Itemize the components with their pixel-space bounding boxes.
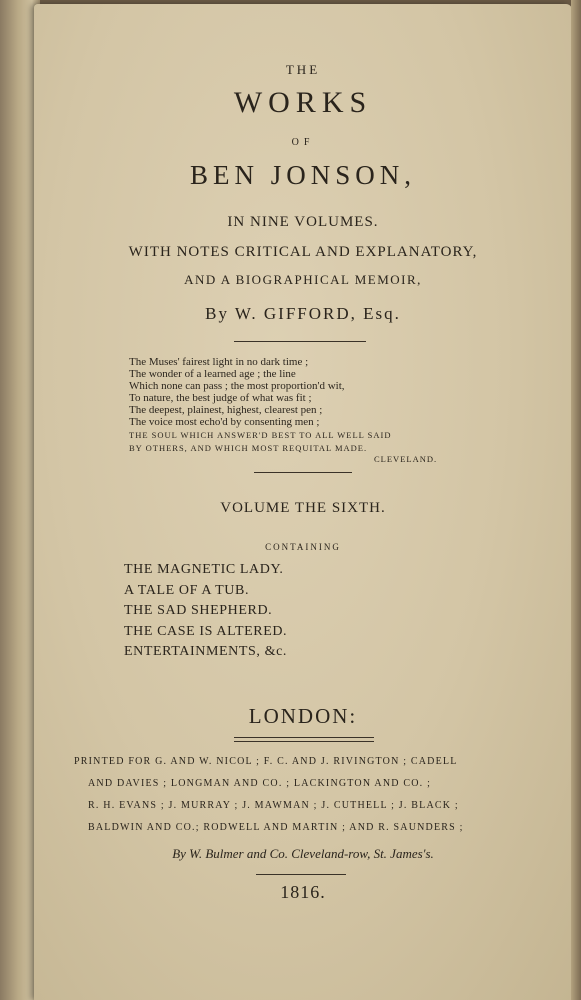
book-right-edge [571, 0, 581, 1000]
volume-title: VOLUME THE SIXTH. [220, 500, 386, 516]
containing-label: CONTAINING [265, 542, 341, 552]
epigraph-line: THE SOUL WHICH ANSWER'D BEST TO ALL WELL SAID [129, 430, 392, 440]
volumes-line: IN NINE VOLUMES. [227, 214, 379, 230]
notes-line: WITH NOTES CRITICAL AND EXPLANATORY, [128, 244, 478, 260]
divider-top [234, 341, 366, 342]
publication-year: 1816. [280, 882, 326, 902]
printed-for-line: R. H. EVANS ; J. MURRAY ; J. MAWMAN ; J. CUTHELL ; J. BLACK ; [88, 800, 459, 811]
author-name: BEN JONSON, [189, 160, 417, 190]
epigraph-line: The voice most echo'd by consenting men ; [129, 416, 320, 428]
epigraph-line: The deepest, plainest, highest, clearest pen ; [129, 404, 323, 416]
divider-middle [254, 472, 352, 473]
title-of: OF [291, 137, 315, 148]
printer-line: By W. Bulmer and Co. Cleveland-row, St. James's. [172, 846, 434, 861]
printed-for-line: BALDWIN AND CO.; RODWELL AND MARTIN ; AND R. SAUNDERS ; [88, 822, 464, 833]
printed-for-line: PRINTED FOR G. AND W. NICOL ; F. C. AND J. RIVINGTON ; CADELL [74, 756, 458, 767]
imprint-place: LONDON: [248, 704, 358, 728]
epigraph-line: The wonder of a learned age ; the line [129, 368, 296, 380]
title-page [34, 4, 572, 1000]
contents-item: A TALE OF A TUB. [124, 583, 250, 598]
epigraph-attribution: CLEVELAND. [374, 454, 438, 464]
imprint-double-rule [234, 737, 374, 742]
printed-for-line: AND DAVIES ; LONGMAN AND CO. ; LACKINGTON AND CO. ; [88, 778, 432, 789]
contents-item: ENTERTAINMENTS, &c. [124, 644, 288, 659]
contents-item: THE SAD SHEPHERD. [124, 603, 273, 618]
epigraph-line: The Muses' fairest light in no dark time ; [129, 356, 309, 368]
contents-item: THE MAGNETIC LADY. [124, 562, 284, 577]
epigraph-line: BY OTHERS, AND WHICH MOST REQUITAL MADE. [129, 443, 368, 453]
divider-bottom [256, 874, 346, 875]
epigraph-line: To nature, the best judge of what was fit ; [129, 392, 312, 404]
editor-line: By W. GIFFORD, Esq. [205, 304, 401, 323]
title-the: THE [285, 62, 321, 77]
memoir-line: AND A BIOGRAPHICAL MEMOIR, [184, 272, 422, 287]
contents-item: THE CASE IS ALTERED. [124, 624, 288, 639]
title-works: WORKS [233, 86, 373, 119]
epigraph-line: Which none can pass ; the most proportion'd wit, [129, 380, 345, 392]
